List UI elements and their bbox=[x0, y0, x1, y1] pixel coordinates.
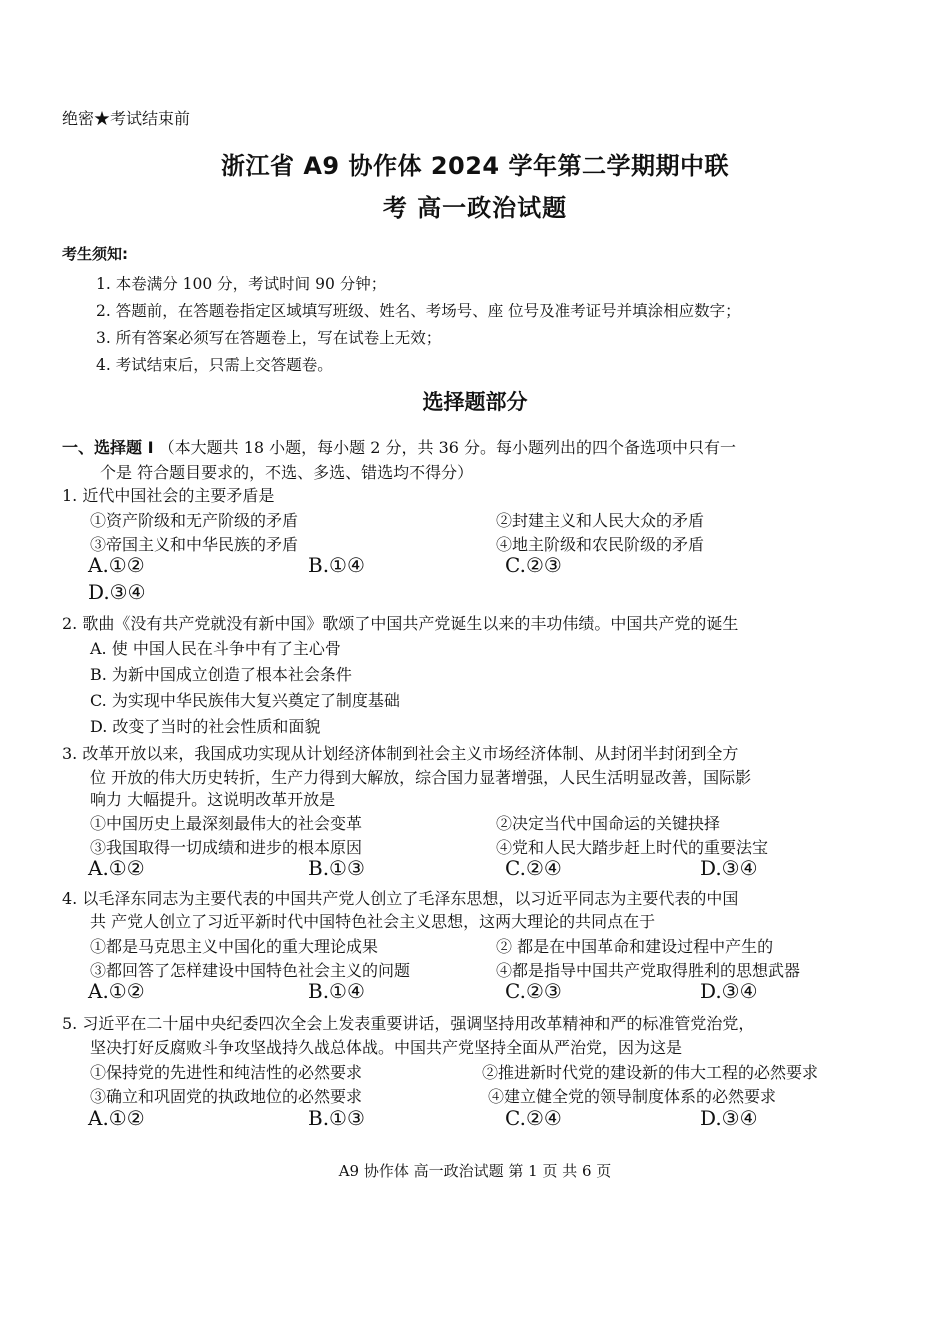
q5-choice-d[interactable]: D.③④ bbox=[700, 1106, 758, 1130]
q5-statement-4: ④建立健全党的领导制度体系的必然要求 bbox=[488, 1087, 777, 1106]
part-label: 一、选择题 I bbox=[62, 438, 154, 457]
q1-choice-d[interactable]: D.③④ bbox=[88, 580, 146, 604]
exam-title-line1: 浙江省 A9 协作体 2024 学年第二学期期中联 bbox=[221, 152, 729, 180]
q3-choice-b[interactable]: B.①③ bbox=[308, 856, 365, 880]
q5-choice-a[interactable]: A.①② bbox=[88, 1106, 145, 1130]
q4-statement-4: ④都是指导中国共产党取得胜利的思想武器 bbox=[496, 961, 801, 980]
q5-choice-c[interactable]: C.②④ bbox=[505, 1106, 562, 1130]
q5-statement-2: ②推进新时代党的建设新的伟大工程的必然要求 bbox=[482, 1063, 819, 1082]
q3-statement-1: ①中国历史上最深刻最伟大的社会变革 bbox=[90, 814, 363, 833]
q3-stem-line3: 响力 大幅提升。这说明改革开放是 bbox=[90, 790, 336, 809]
notice-item-3: 3. 所有答案必须写在答题卷上，写在试卷上无效； bbox=[96, 329, 442, 347]
q1-statement-3: ③帝国主义和中华民族的矛盾 bbox=[90, 535, 299, 554]
notice-item-4: 4. 考试结束后，只需上交答题卷。 bbox=[96, 356, 333, 374]
q4-choice-a[interactable]: A.①② bbox=[88, 979, 145, 1003]
q4-choice-c[interactable]: C.②③ bbox=[505, 979, 562, 1003]
q2-choice-d[interactable]: D. 改变了当时的社会性质和面貌 bbox=[90, 717, 321, 736]
q1-statement-1: ①资产阶级和无产阶级的矛盾 bbox=[90, 511, 299, 530]
q3-statement-4: ④党和人民大踏步赶上时代的重要法宝 bbox=[496, 838, 769, 857]
q2-choice-c[interactable]: C. 为实现中华民族伟大复兴奠定了制度基础 bbox=[90, 691, 400, 710]
q4-statement-3: ③都回答了怎样建设中国特色社会主义的问题 bbox=[90, 961, 411, 980]
q2-choice-a[interactable]: A. 使 中国人民在斗争中有了主心骨 bbox=[90, 639, 341, 658]
q1-stem: 1. 近代中国社会的主要矛盾是 bbox=[62, 486, 275, 505]
q1-statement-2: ②封建主义和人民大众的矛盾 bbox=[496, 511, 705, 530]
notice-item-1: 1. 本卷满分 100 分，考试时间 90 分钟； bbox=[96, 275, 387, 293]
q4-choice-b[interactable]: B.①④ bbox=[308, 979, 365, 1003]
q4-stem-line1: 4. 以毛泽东同志为主要代表的中国共产党人创立了毛泽东思想，以习近平同志为主要代表的中国 bbox=[62, 889, 739, 908]
q4-statement-1: ①都是马克思主义中国化的重大理论成果 bbox=[90, 937, 379, 956]
q1-choice-b[interactable]: B.①④ bbox=[308, 553, 365, 577]
q5-choice-b[interactable]: B.①③ bbox=[308, 1106, 365, 1130]
q5-statement-3: ③确立和巩固党的执政地位的必然要求 bbox=[90, 1087, 363, 1106]
q1-choice-c[interactable]: C.②③ bbox=[505, 553, 562, 577]
q5-statement-1: ①保持党的先进性和纯洁性的必然要求 bbox=[90, 1063, 363, 1082]
part-description: （本大题共 18 小题，每小题 2 分，共 36 分。每小题列出的四个备选项中只有一 bbox=[158, 438, 737, 457]
q3-stem-line1: 3. 改革开放以来，我国成功实现从计划经济体制到社会主义市场经济体制、从封闭半封闭到全方 bbox=[62, 744, 739, 763]
q4-statement-2: ② 都是在中国革命和建设过程中产生的 bbox=[496, 937, 774, 956]
q3-statement-3: ③我国取得一切成绩和进步的根本原因 bbox=[90, 838, 363, 857]
q4-choice-d[interactable]: D.③④ bbox=[700, 979, 758, 1003]
q1-choice-a[interactable]: A.①② bbox=[88, 553, 145, 577]
section-title: 选择题部分 bbox=[422, 390, 528, 414]
part-description-cont: 个是 符合题目要求的，不选、多选、错选均不得分） bbox=[100, 463, 474, 482]
q4-stem-line2: 共 产党人创立了习近平新时代中国特色社会主义思想，这两大理论的共同点在于 bbox=[90, 912, 656, 931]
page-footer: A9 协作体 高一政治试题 第 1 页 共 6 页 bbox=[338, 1162, 612, 1180]
q3-stem-line2: 位 开放的伟大历史转折，生产力得到大解放，综合国力显著增强，人民生活明显改善，国际影 bbox=[90, 768, 752, 787]
notice-heading: 考生须知: bbox=[62, 245, 128, 263]
q5-stem-line1: 5. 习近平在二十届中央纪委四次全会上发表重要讲话，强调坚持用改革精神和严的标准管党治党， bbox=[62, 1014, 755, 1033]
exam-title-line2: 考 高一政治试题 bbox=[382, 194, 568, 222]
confidential-label: 绝密★考试结束前 bbox=[62, 109, 191, 128]
q3-choice-d[interactable]: D.③④ bbox=[700, 856, 758, 880]
q3-choice-c[interactable]: C.②④ bbox=[505, 856, 562, 880]
q3-choice-a[interactable]: A.①② bbox=[88, 856, 145, 880]
q2-choice-b[interactable]: B. 为新中国成立创造了根本社会条件 bbox=[90, 665, 352, 684]
q5-stem-line2: 坚决打好反腐败斗争攻坚战持久战总体战。中国共产党坚持全面从严治党，因为这是 bbox=[90, 1038, 683, 1057]
q2-stem: 2. 歌曲《没有共产党就没有新中国》歌颂了中国共产党诞生以来的丰功伟绩。中国共产党的诞生 bbox=[62, 614, 739, 633]
q3-statement-2: ②决定当代中国命运的关键抉择 bbox=[496, 814, 721, 833]
q1-statement-4: ④地主阶级和农民阶级的矛盾 bbox=[496, 535, 705, 554]
part-header bbox=[62, 435, 736, 458]
notice-item-2: 2. 答题前，在答题卷指定区域填写班级、姓名、考场号、座 位号及准考证号并填涂相应数字； bbox=[96, 302, 741, 320]
